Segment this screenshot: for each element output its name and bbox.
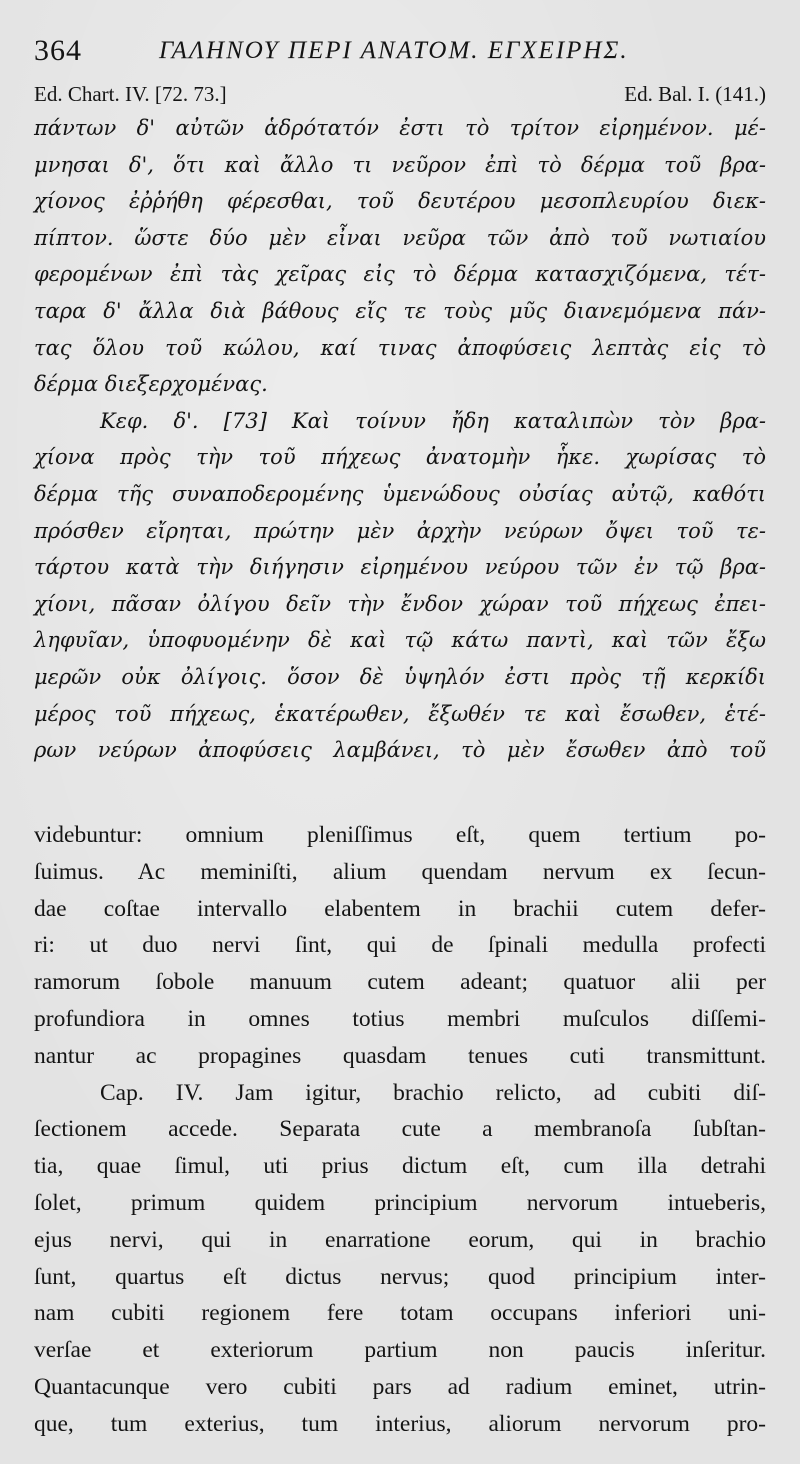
greek-text-line: χίονος ἐῤῥήθη φέρεσθαι, τοῦ δευτέρου μεσοπλευρίου διεκ- [34,189,766,214]
greek-text-line: πάντων δ' αὐτῶν ἁδρότατόν ἐστι τὸ τρίτον εἰρημένον. μέ- [34,116,766,140]
latin-text-line: ejus nervi, qui in enarratione eorum, qui in brachio [34,1226,766,1253]
greek-text-line: μνησαι δ', ὅτι καὶ ἄλλο τι νεῦρον ἐπὶ τὸ δέρμα τοῦ βρα- [34,152,766,177]
greek-text-line: ληφυῖαν, ὑποφυομένην δὲ καὶ τῷ κάτω παντὶ, καὶ τῶν ἔξω [34,628,766,653]
latin-text-line: ſunt, quartus eſt dictus nervus; quod principium inter- [34,1263,766,1290]
latin-text-line: nantur ac propagines quasdam tenues cuti transmittunt. [34,1042,766,1069]
greek-text-line: χίονα πρὸς τὴν τοῦ πήχεως ἀνατομὴν ἧκε. χωρίσας τὸ [34,445,766,470]
greek-text-line: τας ὅλου τοῦ κώλου, καί τινας ἀποφύσεις λεπτὰς εἰς τὸ [34,335,766,360]
latin-text-line: ſolet, primum quidem principium nervorum intueberis, [34,1189,766,1216]
latin-text-line: Quantacunque vero cubiti pars ad radium eminet, utrin- [34,1373,766,1400]
greek-text-line: μέρος τοῦ πήχεως, ἑκατέρωθεν, ἔξωθέν τε καὶ ἔσωθεν, ἑτέ- [34,701,766,726]
greek-text-line: ταρα δ' ἄλλα διὰ βάθους εἴς τε τοὺς μῦς διανεμόμενα πάν- [34,298,766,323]
greek-text-line: ρων νεύρων ἀποφύσεις λαμβάνει, τὸ μὲν ἔσωθεν ἀπὸ τοῦ [34,738,766,763]
edition-references [34,82,766,108]
greek-text-line: πίπτον. ὥστε δύο μὲν εἶναι νεῦρα τῶν ἀπὸ τοῦ νωτιαίου [34,225,766,250]
latin-text-line: ri: ut duo nervi ſint, qui de ſpinali medulla profecti [34,932,766,959]
greek-text-line: μερῶν οὐκ ὀλίγοις. ὅσον δὲ ὑψηλόν ἐστι πρὸς τῇ κερκίδι [34,664,766,689]
latin-text-block [34,817,766,1443]
latin-text-line: dae coſtae intervallo elabentem in brachii cutem defer- [34,895,766,922]
edition-basel-reference: Ed. Bal. I. (141.) [624,82,766,106]
greek-text-line: δέρμα τῆς συναποδερομένης ὑμενώδους οὐσίας αὐτῷ, καθότι [34,481,766,506]
latin-text-line: nam cubiti regionem fere totam occupans inferiori uni- [34,1300,766,1327]
latin-text-line: verſae et exteriorum partium non paucis inſeritur. [34,1337,766,1364]
greek-text-line: τάρτου κατὰ τὴν διήγησιν εἰρημένου νεύρου τῶν ἐν τῷ βρα- [34,555,766,580]
latin-text-line: ramorum ſobole manuum cutem adeant; quatuor alii per [34,969,766,996]
running-title: ΓΑΛΗΝΟΥ ΠΕΡΙ ΑΝΑΤΟΜ. ΕΓΧΕΙΡΗΣ. [159,37,629,64]
page-header [34,34,774,68]
greek-text-block [34,110,766,769]
latin-text-line: ſuimus. Ac meminiſti, alium quendam nervum ex ſecun- [34,858,766,885]
greek-chapter-heading-line: Κεφ. δ'. [73] Καὶ τοίνυν ἤδη καταλιπὼν τὸν βρα- [100,408,766,433]
edition-chartier-reference: Ed. Chart. IV. [72. 73.] [34,82,227,106]
page-number: 364 [34,34,82,67]
latin-text-line: profundiora in omnes totius membri muſculos diſſemi- [34,1005,766,1032]
latin-text-line: videbuntur: omnium pleniſſimus eſt, quem tertium po- [34,822,766,848]
latin-chapter-heading-line: Cap. IV. Jam igitur, brachio relicto, ad cubiti diſ- [100,1079,766,1106]
latin-text-line: tia, quae ſimul, uti prius dictum eſt, cum illa detrahi [34,1153,766,1180]
greek-text-line: δέρμα διεξερχομένας. [34,372,268,397]
latin-text-line: ſectionem accede. Separata cute a membranoſa ſubſtan- [34,1116,766,1143]
greek-text-line: φερομένων ἐπὶ τὰς χεῖρας εἰς τὸ δέρμα κατασχιζόμενα, τέτ- [34,262,766,287]
latin-text-line: que, tum exterius, tum interius, aliorum nervorum pro- [34,1410,766,1437]
greek-text-line: πρόσθεν εἴρηται, πρώτην μὲν ἀρχὴν νεύρων ὄψει τοῦ τε- [34,518,766,543]
greek-text-line: χίονι, πᾶσαν ὀλίγου δεῖν τὴν ἔνδον χώραν τοῦ πήχεως ἐπει- [34,591,766,616]
